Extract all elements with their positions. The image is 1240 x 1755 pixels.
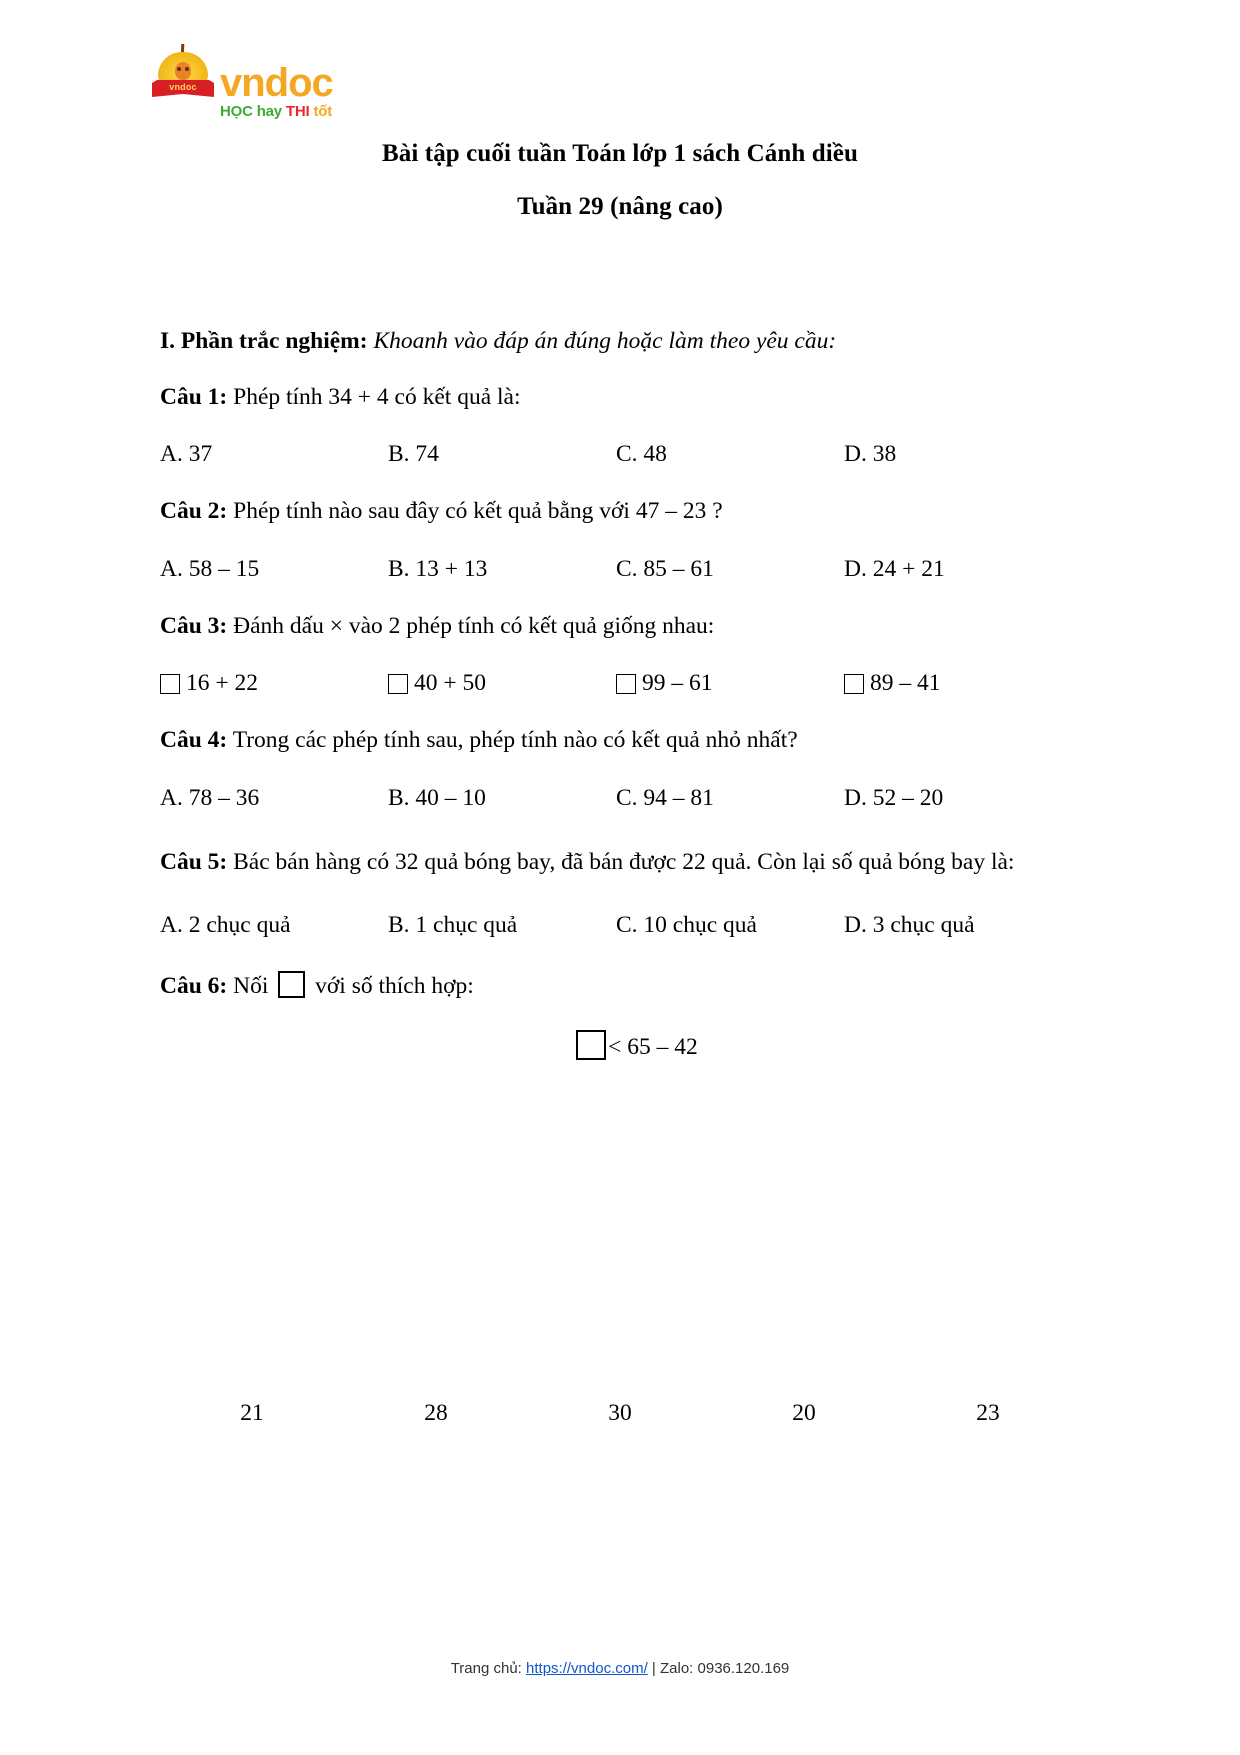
question-1-number: Câu 1: bbox=[160, 383, 228, 410]
question-3-checkbox-item-1[interactable] bbox=[160, 670, 388, 697]
question-6-number: Câu 6: bbox=[160, 972, 228, 999]
number-choice-3[interactable]: 30 bbox=[608, 1400, 632, 1426]
question-3-checkbox-item-2[interactable] bbox=[388, 670, 616, 697]
logo-tagline-part2: THI bbox=[285, 103, 314, 120]
crest-banner-label: vndoc bbox=[169, 82, 197, 92]
number-choice-5[interactable]: 23 bbox=[976, 1400, 1000, 1426]
question-1-body: Phép tính 34 + 4 có kết quả là: bbox=[227, 383, 521, 410]
section-instruction: Khoanh vào đáp án đúng hoặc làm theo yêu cầu: bbox=[367, 328, 837, 354]
footer-link[interactable]: https://vndoc.com/ bbox=[526, 1660, 648, 1677]
number-choice-1[interactable]: 21 bbox=[240, 1400, 264, 1426]
question-1-option-c[interactable]: C. 48 bbox=[616, 441, 667, 467]
question-2-option-b[interactable]: B. 13 + 13 bbox=[388, 555, 488, 582]
question-2-number: Câu 2: bbox=[160, 498, 228, 524]
question-6-body-before: Nối bbox=[227, 972, 275, 999]
number-choice-2[interactable]: 28 bbox=[424, 1400, 448, 1426]
question-1-option-a[interactable]: A. 37 bbox=[160, 441, 213, 467]
question-6-body-after: với số thích hợp: bbox=[309, 972, 474, 999]
question-4-option-b[interactable]: B. 40 – 10 bbox=[388, 784, 486, 811]
question-2-option-a[interactable]: A. 58 – 15 bbox=[160, 555, 260, 582]
logo-wordmark: vndoc bbox=[220, 61, 333, 105]
page-subtitle: Tuần 29 (nâng cao) bbox=[517, 193, 723, 220]
crest-eye-right bbox=[185, 67, 189, 71]
question-5-option-c[interactable]: C. 10 chục quả bbox=[616, 911, 757, 938]
vndoc-crest-icon bbox=[152, 50, 214, 102]
question-3-option-4-label: 89 – 41 bbox=[870, 670, 941, 696]
question-5-option-a[interactable]: A. 2 chục quả bbox=[160, 911, 291, 938]
logo-row bbox=[152, 50, 333, 105]
question-3-checkbox-item-4[interactable] bbox=[844, 670, 1072, 697]
worksheet-content bbox=[160, 330, 1080, 1061]
number-choice-4[interactable]: 20 bbox=[792, 1400, 816, 1426]
question-5-number: Câu 5: bbox=[160, 848, 228, 875]
answer-box-icon[interactable] bbox=[278, 971, 305, 998]
question-3-option-1-label: 16 + 22 bbox=[186, 670, 259, 696]
question-3-options bbox=[160, 670, 1080, 697]
section-label: I. Phần trắc nghiệm: bbox=[160, 328, 368, 354]
question-5-text bbox=[160, 844, 1080, 880]
question-4-option-c[interactable]: C. 94 – 81 bbox=[616, 784, 714, 811]
question-4-body: Trong các phép tính sau, phép tính nào có kết quả nhỏ nhất? bbox=[227, 727, 798, 753]
vndoc-logo[interactable] bbox=[152, 50, 333, 120]
answer-box-icon[interactable] bbox=[576, 1030, 606, 1060]
checkbox-icon[interactable] bbox=[388, 674, 408, 694]
question-2-text bbox=[160, 500, 1080, 524]
question-6-number-choices bbox=[160, 1400, 1080, 1427]
question-3-checkbox-item-3[interactable] bbox=[616, 670, 844, 697]
checkbox-icon[interactable] bbox=[844, 674, 864, 694]
logo-tagline-part1: HỌC hay bbox=[220, 103, 286, 120]
question-2-body: Phép tính nào sau đây có kết quả bằng với 47 – 23 ? bbox=[227, 498, 723, 524]
question-6-expression-text: < 65 – 42 bbox=[608, 1034, 698, 1061]
question-2-option-d[interactable]: D. 24 + 21 bbox=[844, 555, 945, 582]
question-6-expression bbox=[160, 1030, 1080, 1061]
question-6-text bbox=[160, 971, 1080, 999]
crest-face bbox=[175, 62, 191, 80]
question-1-text bbox=[160, 383, 1080, 410]
question-5-body: Bác bán hàng có 32 quả bóng bay, đã bán được 22 quả. Còn lại số quả bóng bay là: bbox=[227, 848, 1015, 875]
question-5-option-b[interactable]: B. 1 chục quả bbox=[388, 911, 518, 938]
crest-eye-left bbox=[177, 67, 181, 71]
question-4-options bbox=[160, 785, 1080, 812]
question-1-options bbox=[160, 441, 1080, 468]
section-heading bbox=[160, 330, 1080, 354]
question-4-option-d[interactable]: D. 52 – 20 bbox=[844, 784, 944, 811]
question-3-option-2-label: 40 + 50 bbox=[414, 670, 487, 696]
page-title: Bài tập cuối tuần Toán lớp 1 sách Cánh diều bbox=[382, 140, 858, 167]
question-4-option-a[interactable]: A. 78 – 36 bbox=[160, 784, 260, 811]
question-2-options bbox=[160, 556, 1080, 583]
question-3-body: Đánh dấu × vào 2 phép tính có kết quả giống nhau: bbox=[227, 612, 715, 639]
question-3-number: Câu 3: bbox=[160, 612, 228, 639]
question-5-option-d[interactable]: D. 3 chục quả bbox=[844, 911, 975, 938]
question-4-text bbox=[160, 729, 1080, 753]
logo-tagline-part3: tốt bbox=[313, 103, 333, 120]
question-1-option-b[interactable]: B. 74 bbox=[388, 441, 439, 467]
question-3-text bbox=[160, 612, 1080, 639]
question-4-number: Câu 4: bbox=[160, 727, 228, 753]
question-1-option-d[interactable]: D. 38 bbox=[844, 441, 897, 467]
question-2-option-c[interactable]: C. 85 – 61 bbox=[616, 555, 714, 582]
footer-suffix: | Zalo: 0936.120.169 bbox=[647, 1660, 790, 1677]
question-5-options bbox=[160, 912, 1080, 939]
question-3-option-3-label: 99 – 61 bbox=[642, 670, 713, 696]
logo-tagline bbox=[220, 103, 332, 120]
footer-prefix: Trang chủ: bbox=[450, 1660, 527, 1677]
page-footer bbox=[0, 1660, 1240, 1677]
checkbox-icon[interactable] bbox=[160, 674, 180, 694]
checkbox-icon[interactable] bbox=[616, 674, 636, 694]
